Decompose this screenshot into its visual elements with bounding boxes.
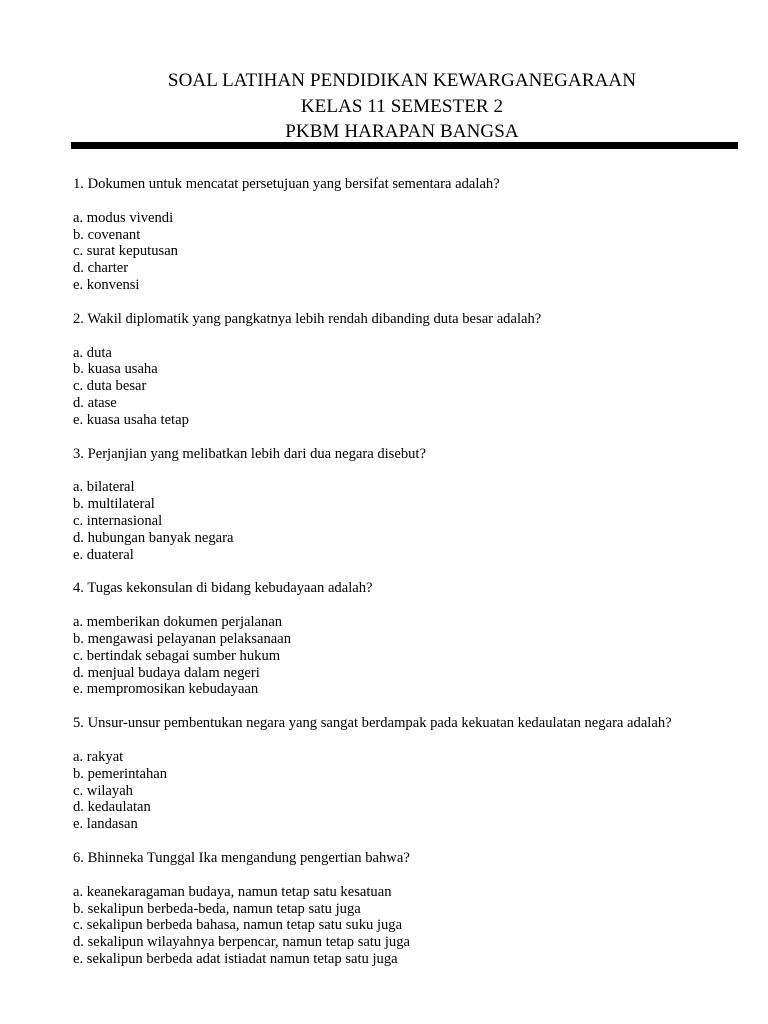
option-6b: b. sekalipun berbeda-beda, namun tetap satu juga — [73, 900, 361, 917]
option-1d: d. charter — [73, 260, 129, 277]
option-6a: a. keanekaragaman budaya, namun tetap satu kesatuan — [73, 883, 392, 900]
options-1 — [73, 210, 753, 294]
question-1: 1. Dokumen untuk mencatat persetujuan yang bersifat sementara adalah? — [73, 176, 500, 192]
option-1a: a. modus vivendi — [73, 209, 174, 226]
option-2a: a. duta — [73, 344, 112, 361]
header-institution: PKBM HARAPAN BANGSA — [285, 121, 519, 142]
option-3e: e. duateral — [73, 546, 134, 563]
document-header — [0, 68, 768, 145]
option-2c: c. duta besar — [73, 378, 147, 395]
option-5e: e. landasan — [73, 816, 138, 833]
option-2e: e. kuasa usaha tetap — [73, 411, 189, 428]
option-4b: b. mengawasi pelayanan pelaksanaan — [73, 630, 292, 647]
option-1b: b. covenant — [73, 226, 141, 243]
option-4e: e. mempromosikan kebudayaan — [73, 681, 259, 698]
option-3d: d. hubungan banyak negara — [73, 529, 234, 546]
option-3b: b. multilateral — [73, 496, 155, 513]
option-4a: a. memberikan dokumen perjalanan — [73, 614, 283, 631]
option-2b: b. kuasa usaha — [73, 361, 158, 378]
option-5b: b. pemerintahan — [73, 765, 168, 782]
header-class: KELAS 11 SEMESTER 2 — [300, 95, 504, 117]
option-4c: c. bertindak sebagai sumber hukum — [73, 647, 281, 664]
question-2: 2. Wakil diplomatik yang pangkatnya lebih rendah dibanding duta besar adalah? — [73, 310, 542, 327]
options-4 — [73, 614, 753, 698]
options-3 — [73, 479, 753, 563]
question-6: 6. Bhinneka Tunggal Ika mengandung pengertian bahwa? — [73, 849, 410, 866]
option-1c: c. surat keputusan — [73, 243, 178, 260]
question-4: 4. Tugas kekonsulan di bidang kebudayaan adalah? — [73, 580, 373, 597]
option-6c: c. sekalipun berbeda bahasa, namun tetap satu suku juga — [73, 917, 403, 934]
option-6d: d. sekalipun wilayahnya berpencar, namun tetap satu juga — [73, 934, 410, 951]
options-6 — [73, 884, 753, 968]
question-5: 5. Unsur-unsur pembentukan negara yang sangat berdampak pada kekuatan kedaulatan negara adalah? — [73, 715, 672, 732]
option-3a: a. bilateral — [73, 479, 135, 496]
option-2d: d. atase — [73, 394, 117, 411]
options-2 — [73, 345, 753, 429]
question-list — [73, 176, 753, 985]
option-5d: d. kedaulatan — [73, 799, 151, 816]
header-title: SOAL LATIHAN PENDIDIKAN KEWARGANEGARAAN — [167, 70, 637, 91]
option-6e: e. sekalipun berbeda adat istiadat namun tetap satu juga — [73, 950, 398, 967]
option-5a: a. rakyat — [73, 748, 124, 765]
question-3: 3. Perjanjian yang melibatkan lebih dari dua negara disebut? — [73, 445, 426, 462]
option-5c: c. wilayah — [73, 782, 133, 799]
option-4d: d. menjual budaya dalam negeri — [73, 664, 260, 681]
option-3c: c. internasional — [73, 512, 163, 529]
header-divider — [71, 142, 738, 149]
option-1e: e. konvensi — [73, 276, 140, 293]
options-5 — [73, 749, 753, 833]
